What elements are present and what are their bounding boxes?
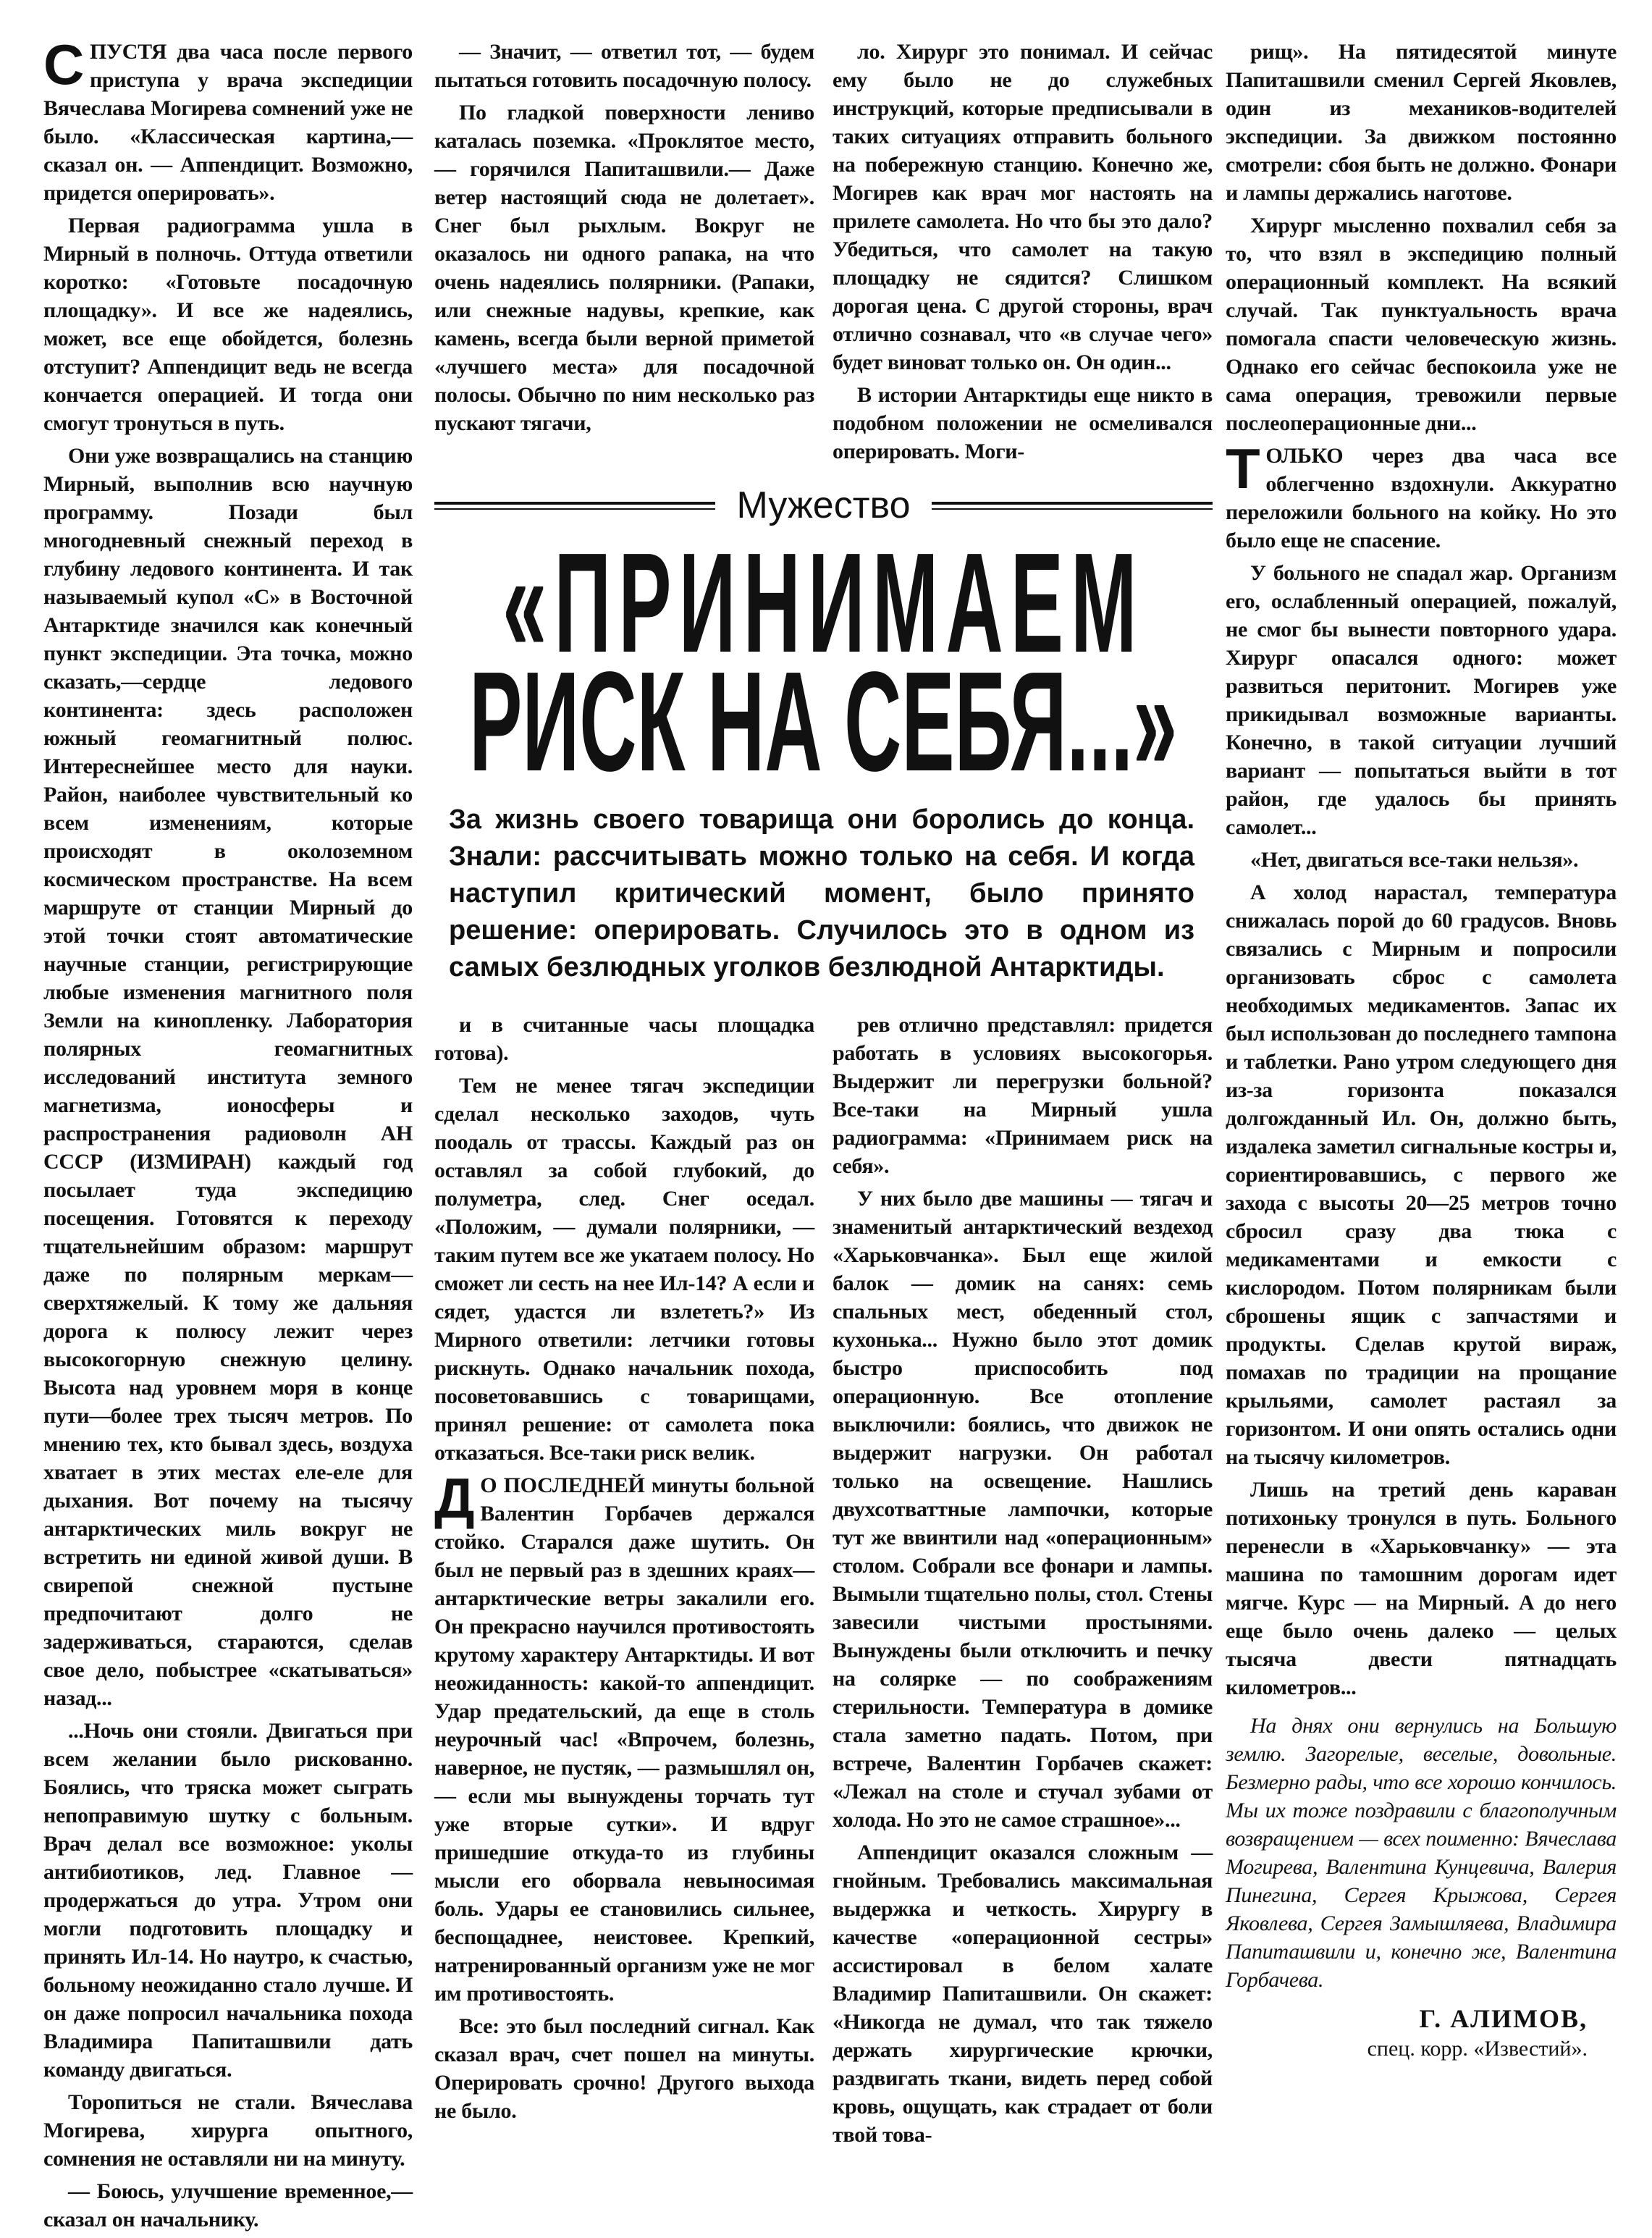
top-columns bbox=[434, 38, 1213, 470]
column-3-top bbox=[833, 38, 1213, 470]
article-paragraph: Все: это был последний сигнал. Как сказал врач, счет пошел на минуты. Оперировать срочно! Другого выхода не было. bbox=[434, 2014, 814, 2123]
article-paragraph: рищ». На пятидесятой минуте Папиташвили сменил Сергей Яковлев, один из механиков-водителей экспедиции. За движком постоянно смотрели: сбоя быть не должно. Фонари и лампы держались наготове. bbox=[1226, 40, 1617, 205]
article-paragraph: — Боюсь, улучшение временное,— сказал он начальнику. bbox=[43, 2179, 413, 2231]
article-paragraph: Торопиться не стали. Вячеслава Могирева, хирурга опытного, сомнения не оставляли ни на минуту. bbox=[43, 2090, 413, 2171]
rubric-label: Мужество bbox=[736, 484, 911, 526]
column-2-top bbox=[434, 38, 814, 470]
article-paragraph: и в считанные часы площадка готова). bbox=[434, 1013, 814, 1065]
article-paragraph: Аппендицит оказался сложным — гнойным. Требовались максимальная выдержка и четкость. Хирургу в качестве «операционной сестры» ассистировал в белом халате Владимир Папиташвили. Он скажет: «Никогда не думал, что так тяжело держать хирургические крючки, раздвигать ткани, видеть перед собой кровь, ощущать, как страдает от боли твой това- bbox=[833, 1841, 1213, 2147]
article-paragraph: В истории Антарктиды еще никто в подобном положении не осмеливался оперировать. Моги- bbox=[833, 383, 1213, 463]
headline-text-1: «ПРИНИМАЕМ bbox=[502, 523, 1145, 682]
author-name: Г. АЛИМОВ, bbox=[1419, 2004, 1588, 2033]
column-3-bottom bbox=[833, 1011, 1213, 2153]
rubric-rule-left bbox=[434, 502, 715, 510]
article-paragraph: СПУСТЯ два часа после первого приступа у врача экспедиции Вячеслава Могирева сомнений уже не было. «Классическая картина,— сказал он. — Аппендицит. Возможно, придется оперировать». bbox=[43, 33, 413, 205]
article-paragraph: Первая радиограмма ушла в Мирный в полночь. Оттуда ответили коротко: «Готовьте посадочную площадку». И все же надеялись, может, все еще обойдется, болезнь отступит? Аппендицит ведь не всегда кончается операцией. И тогда они смогут тронуться в путь. bbox=[43, 214, 413, 435]
article-paragraph: ДО ПОСЛЕДНЕЙ минуты больной Валентин Горбачев держался стойко. Старался даже шутить. Он был не первый раз в здешних краях—антарктические ветры закалили его. Он прекрасно научился противостоять крутому характеру Антарктиды. И вот неожиданность: какой-то аппендицит. Удар предательский, да еще в столь неурочный час! «Впрочем, болезнь, наверное, не пустяк, — размышлял он,— если мы вынуждены торчать тут уже вторые сутки». И вдруг пришедшие откуда-то из глубины мысли его оборвала невыносимая боль. Удары ее становились сильнее, беспощаднее, неистовее. Крепкий, натренированный организм уже не мог им противостоять. bbox=[434, 1466, 814, 2006]
column-4 bbox=[1226, 38, 1617, 1994]
article-paragraph: Хирург мысленно похвалил себя за то, что взял в экспедицию полный операционный комплект. На всякий случай. Так пунктуальность врача помогала спасти человеческую жизнь. Однако его сейчас беспокоила уже не сама операция, тревожили первые послеоперационные дни... bbox=[1226, 214, 1617, 435]
author-title: спец. корр. «Известий». bbox=[1367, 2037, 1588, 2061]
article-paragraph: ло. Хирург это понимал. И сейчас ему было не до служебных инструкций, которые предписывали в таких ситуациях отправить больного на побережную станцию. Конечно же, Могирев как врач мог настоять на прилете самолета. Но что бы это дало? Убедиться, что самолет на такую площадку не сядится? Слишком дорогая цена. С другой стороны, врач отлично сознавал, что «в случае чего» будет виноват только он. Он один... bbox=[833, 40, 1213, 374]
article-paragraph: — Значит, — ответил тот, — будем пытаться готовить посадочную полосу. bbox=[434, 40, 814, 92]
center-block bbox=[434, 38, 1213, 2153]
headline-text-2: РИСК НА СЕБЯ...» bbox=[469, 642, 1178, 801]
article-paragraph: У больного не спадал жар. Организм его, ослабленный операцией, пожалуй, не смог бы вынести повторного удара. Хирург опасался одного: может развиться перитонит. Могирев уже прикидывал возможные варианты. Конечно, в такой ситуации лучший вариант — попытаться выйти в тот район, где удалось бы принять самолет... bbox=[1226, 561, 1617, 839]
column-2-bottom bbox=[434, 1011, 814, 2153]
column-1 bbox=[43, 33, 413, 2238]
article-paragraph: рев отлично представлял: придется работать в условиях высокогорья. Выдержит ли перегрузки больной? Все-таки на Мирный ушла радиограмма: «Принимаем риск на себя». bbox=[833, 1013, 1213, 1178]
article-paragraph: ...Ночь они стояли. Двигаться при всем желании было рискованно. Боялись, что тряска может сыграть непоправимую шутку с больным. Врач делал все возможное: уколы антибиотиков, лед. Главное — продержаться до утра. Утром они могли подготовить площадку и принять Ил-14. Но наутро, к счастью, больному неожиданно стало лучше. И он даже попросил начальника похода Владимира Папиташвили дать команду двигаться. bbox=[43, 1719, 413, 2082]
headline-line-2 bbox=[434, 642, 1213, 801]
article-paragraph: У них было две машины — тягач и знаменитый антарктический вездеход «Харьковчанка». Был еще жилой балок — домик на санях: семь спальных мест, обеденный стол, кухонька... Нужно было этот домик быстро приспособить под операционную. Все отопление выключили: боялись, что движок не выдержит нагрузки. Он работал только на освещение. Нашлись двухсотваттные лампочки, которые тут же ввинтили над «операционным» столом. Собрали все фонари и лампы. Вымыли тщательно полы, стол. Стены завесили чистыми простынями. Вынуждены были отключить и печку на солярке — по соображениям стерильности. Температура в домике стала заметно падать. Потом, при встрече, Валентин Горбачев скажет: «Лежал на столе и стучал зубами от холода. Но это не самое страшное»... bbox=[833, 1187, 1213, 1832]
article-paragraph: По гладкой поверхности лениво каталась поземка. «Проклятое место,— горячился Папиташвили.— Даже ветер настоящий сюда не долетает». Снег был рыхлым. Вокруг не оказалось ни одного рапака, на что очень надеялись полярники. (Рапаки, или снежные надувы, крепкие, как камень, всегда были верной приметой «лучшего места» для посадочной полосы. Обычно по ним несколько раз пускают тягачи, bbox=[434, 101, 814, 435]
lead-paragraph: За жизнь своего товарища они боролись до конца. Знали: рассчитывать можно только на себя. И когда наступил критический момент, было принято решение: оперировать. Случилось это в одном из самых безлюдных уголков безлюдной Антарктиды. bbox=[449, 804, 1194, 983]
bottom-columns bbox=[434, 1011, 1213, 2153]
article-paragraph: Они уже возвращались на станцию Мирный, выполнив всю научную программу. Позади был многодневный снежный переход в глубину ледового континента. И так называемый купол «С» в Восточной Антарктиде значился как конечный пункт экспедиции. Эта точка, можно сказать,—сердце ледового континента: здесь расположен южный геомагнитный полюс. Интереснейшее место для науки. Район, наиболее чувствительный ко всем изменениям, которые происходят в околоземном космическом пространстве. На всем маршруте от станции Мирный до этой точки стоят автоматические научные станции, регистрирующие любые изменения магнитного поля Земли на кинопленку. Лаборатория полярных геомагнитных исследований института земного магнетизма, ионосферы и распространения радиоволн АН СССР (ИЗМИРАН) каждый год посылает туда экспедицию посещения. Готовятся к переходу тщательнейшим образом: маршрут даже по полярным меркам—сверхтяжелый. К тому же дальняя дорога к полюсу лежит через высокогорную снежную целину. Высота над уровнем моря в конце пути—более трех тысяч метров. По мнению тех, кто бывал здесь, воздуха хватает в этих местах еле-еле для дыхания. Вот почему на тысячу антарктических миль вокруг не встретить ни единой живой души. В свирепой снежной пустыне предпочитают долго не задерживаться, стараются, сделав свое дело, побыстрее «скатываться» назад... bbox=[43, 444, 413, 1710]
rubric-rule-right bbox=[932, 502, 1213, 510]
article-paragraph: А холод нарастал, температура снижалась порой до 60 градусов. Вновь связались с Мирным и попросили организовать сброс с самолета необходимых медикаментов. Запас их был использован до последнего тампона и таблетки. Рано утром следующего дня из-за горизонта показался долгожданный Ил. Он, должно быть, издалека заметил сигнальные костры и, сориентировавшись, с первого же захода с высоты 20—25 метров точно сбросил сразу два тюка с медикаментами и емкости с кислородом. Потом полярникам были сброшены ящик с запчастями и продукты. Сделав крутой вираж, помахав по традиции на прощание крыльями, самолет растаял за горизонтом. И они опять остались одни на тысячу километров. bbox=[1226, 880, 1617, 1469]
article-paragraph: Тем не менее тягач экспедиции сделал несколько заходов, чуть поодаль от трассы. Каждый раз он оставлял за собой глубокий, до полуметра, след. Снег оседал. «Положим, — думали полярники, — таким путем все же укатаем полосу. Но сможет ли сесть на нее Ил-14? А если и сядет, удастся ли взлететь?» Из Мирного ответили: летчики готовы рискнуть. Однако начальник похода, посоветовавшись с товарищами, принял решение: от самолета пока отказаться. Все-таки риск велик. bbox=[434, 1074, 814, 1465]
article-paragraph: На днях они вернулись на Большую землю. Загорелые, веселые, довольные. Безмерно рады, что все хорошо кончилось. Мы их тоже поздравили с благополучным возвращением — всех поименно: Вячеслава Могирева, Валентина Кунцевича, Валерия Пинегина, Сергея Крыжова, Сергея Яковлева, Сергея Замышляева, Владимира Папиташвили и, конечно же, Валентина Горбачева. bbox=[1226, 1714, 1617, 1992]
article-paragraph: ТОЛЬКО через два часа все облегченно вздохнули. Аккуратно переложили больного на койку. Но это было еще не спасение. bbox=[1226, 437, 1617, 552]
article-paragraph: Лишь на третий день караван потихоньку тронулся в путь. Больного перенесли в «Харьковчанку» — эта машина по тамошним дорогам идет мягче. Курс — на Мирный. А до него еще было очень далеко — целых тысяча двести пятнадцать километров... bbox=[1226, 1478, 1617, 1699]
column-4-block bbox=[1226, 38, 1617, 2064]
article-paragraph: «Нет, двигаться все-таки нельзя». bbox=[1250, 848, 1579, 872]
